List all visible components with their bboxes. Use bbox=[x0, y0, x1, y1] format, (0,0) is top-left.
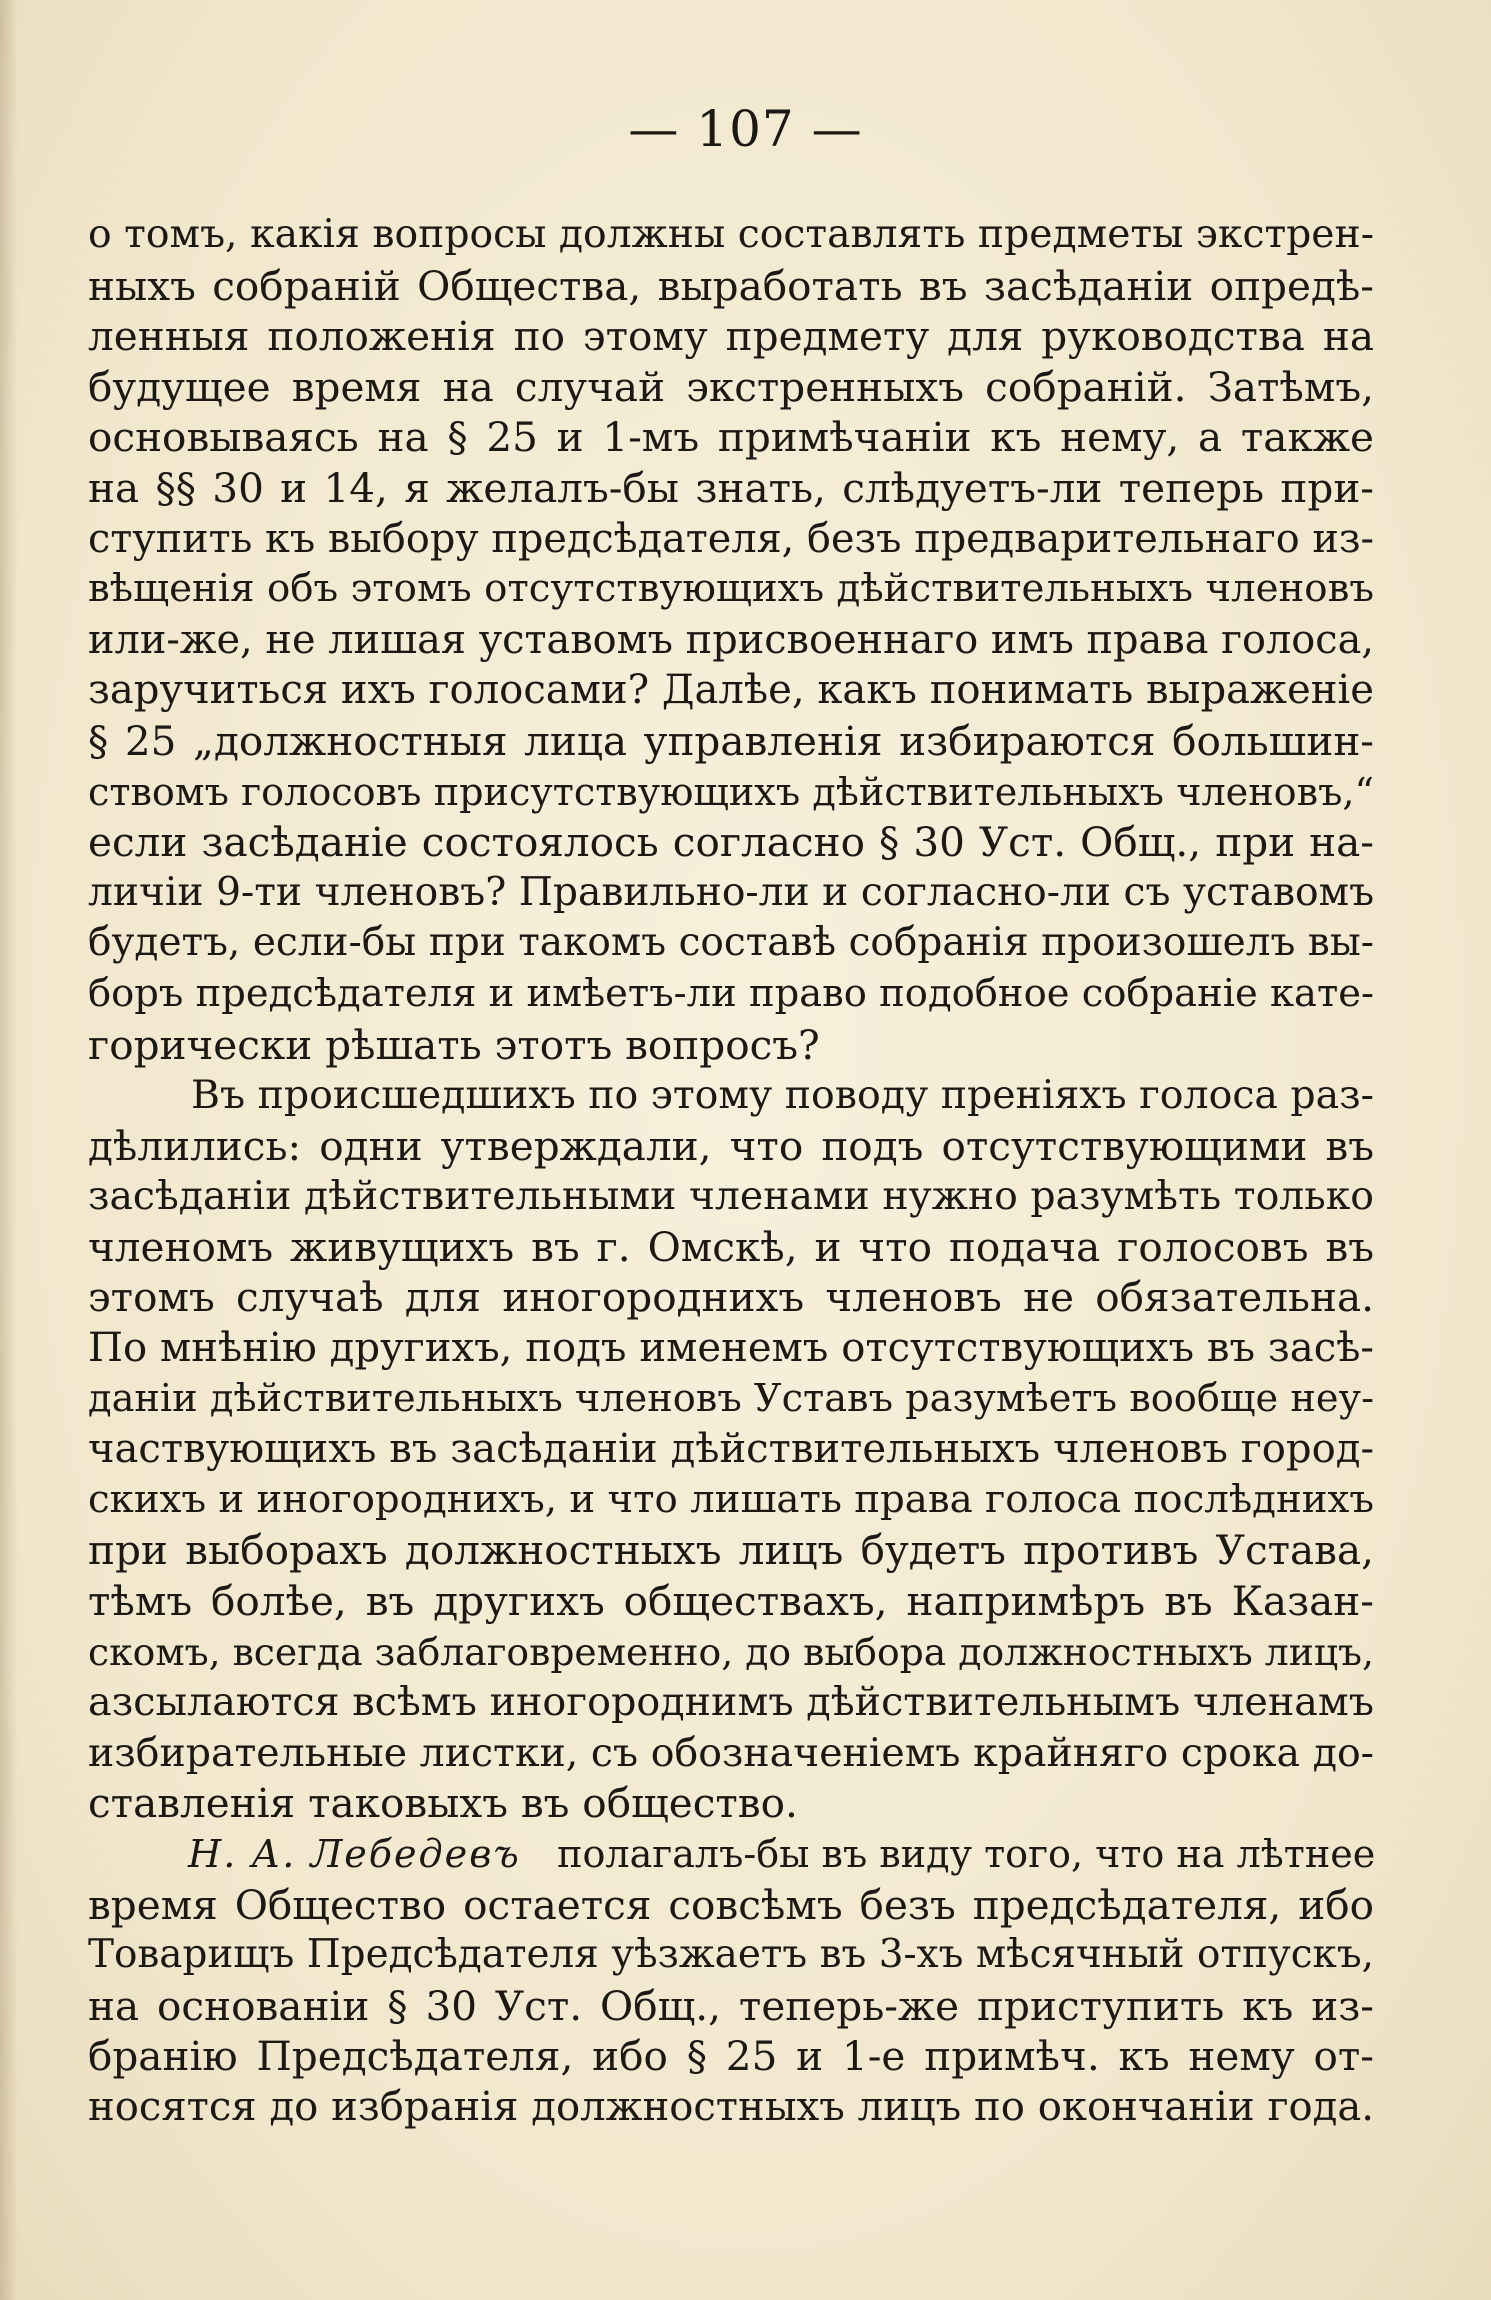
text-line: вѣщенія объ этомъ отсутствующихъ дѣйствительныхъ членовъ bbox=[88, 566, 1374, 612]
text-line: тѣмъ болѣе, въ другихъ обществахъ, напримѣръ въ Казан- bbox=[88, 1577, 1374, 1626]
text-line: боръ предсѣдателя и имѣетъ-ли право подобное собраніе кате- bbox=[88, 970, 1374, 1016]
text-line: личіи 9-ти членовъ? Правильно-ли и согласно-ли съ уставомъ bbox=[88, 869, 1374, 915]
paragraph-1 bbox=[88, 210, 1374, 1070]
text-line: ступить къ выбору предсѣдателя, безъ предварительнаго из- bbox=[88, 515, 1374, 562]
text-line: горически рѣшать этотъ вопросъ? bbox=[88, 1020, 820, 1069]
text-line: засѣданіи дѣйствительными членами нужно разумѣть только bbox=[88, 1173, 1374, 1220]
text-line: заручиться ихъ голосами? Далѣе, какъ понимать выраженіе bbox=[88, 667, 1374, 714]
text-line: будетъ, если-бы при такомъ составѣ собранія произошелъ вы- bbox=[88, 920, 1374, 966]
text-line: частвующихъ въ засѣданіи дѣйствительныхъ членовъ город- bbox=[88, 1426, 1374, 1473]
text-line: ныхъ собраній Общества, выработать въ засѣданіи опредѣ- bbox=[88, 261, 1374, 310]
text-line: азсылаются всѣмъ иногороднимъ дѣйствительнымъ членамъ bbox=[88, 1679, 1374, 1726]
text-line: скихъ и иногороднихъ, и что лишать права голоса послѣднихъ bbox=[88, 1476, 1374, 1522]
body-text bbox=[88, 210, 1374, 2133]
text-line: на §§ 30 и 14, я желалъ-бы знать, слѣдуетъ-ли теперь при- bbox=[88, 463, 1374, 512]
text-line: время Общество остается совсѣмъ безъ предсѣдателя, ибо bbox=[88, 1880, 1374, 1929]
paragraph-2 bbox=[88, 1070, 1374, 1829]
text-line: даніи дѣйствительныхъ членовъ Уставъ разумѣетъ вообще неу- bbox=[88, 1375, 1374, 1421]
paragraph-3 bbox=[88, 1829, 1374, 2133]
text-line: Товарищъ Предсѣдателя уѣзжаетъ въ 3-хъ мѣсячный отпускъ, bbox=[88, 1932, 1374, 1978]
text-line: избирательные листки, съ обозначеніемъ крайняго срока до- bbox=[88, 1729, 1374, 1776]
text-line: скомъ, всегда заблаговременно, до выбора должностныхъ лицъ, bbox=[88, 1629, 1374, 1674]
text-line: при выборахъ должностныхъ лицъ будетъ противъ Устава, bbox=[88, 1526, 1374, 1575]
text-line: будущее время на случай экстренныхъ собраній. Затѣмъ, bbox=[88, 362, 1374, 411]
text-line: § 25 „должностныя лица управленія избираются большин- bbox=[88, 716, 1374, 765]
text-line: ставленія таковыхъ въ общество. bbox=[88, 1779, 798, 1828]
page-edge-shadow bbox=[0, 0, 18, 2300]
text-line: дѣлились: одни утверждали, что подъ отсутствующими въ bbox=[88, 1121, 1374, 1170]
text-line: Въ происшедшихъ по этому поводу преніяхъ голоса раз- bbox=[191, 1072, 1374, 1119]
text-line: членомъ живущихъ въ г. Омскѣ, и что подача голосовъ въ bbox=[88, 1222, 1374, 1271]
text-line: По мнѣнію другихъ, подъ именемъ отсутствующихъ въ засѣ- bbox=[88, 1325, 1374, 1372]
text-line: основываясь на § 25 и 1-мъ примѣчаніи къ нему, а также bbox=[88, 413, 1374, 462]
text-line: на основаніи § 30 Уст. Общ., теперь-же приступить къ из- bbox=[88, 1981, 1374, 2030]
text-line: о томъ, какія вопросы должны составлять предметы экстрен- bbox=[88, 212, 1374, 257]
text-line: бранію Предсѣдателя, ибо § 25 и 1-е примѣч. къ нему от- bbox=[88, 2032, 1374, 2081]
page-number: — 107 — bbox=[628, 100, 863, 158]
speaker-name: Н. А. Лебедевъ bbox=[188, 1832, 521, 1876]
text-line: ленныя положенія по этому предмету для руководства на bbox=[88, 312, 1374, 361]
text-line: Н. А. Лебедевъ полагалъ-бы въ виду того, что на лѣтнее bbox=[188, 1832, 1376, 1876]
text-line: ствомъ голосовъ присутствующихъ дѣйствительныхъ членовъ,“ bbox=[88, 769, 1374, 814]
text-line: если засѣданіе состоялось согласно § 30 Уст. Общ., при на- bbox=[88, 818, 1374, 867]
text-line: носятся до избранія должностныхъ лицъ по окончаніи года. bbox=[88, 2083, 1374, 2130]
text-line: или-же, не лишая уставомъ присвоеннаго имъ права голоса, bbox=[88, 616, 1374, 663]
text-line: этомъ случаѣ для иногороднихъ членовъ не обязательна. bbox=[88, 1273, 1374, 1322]
